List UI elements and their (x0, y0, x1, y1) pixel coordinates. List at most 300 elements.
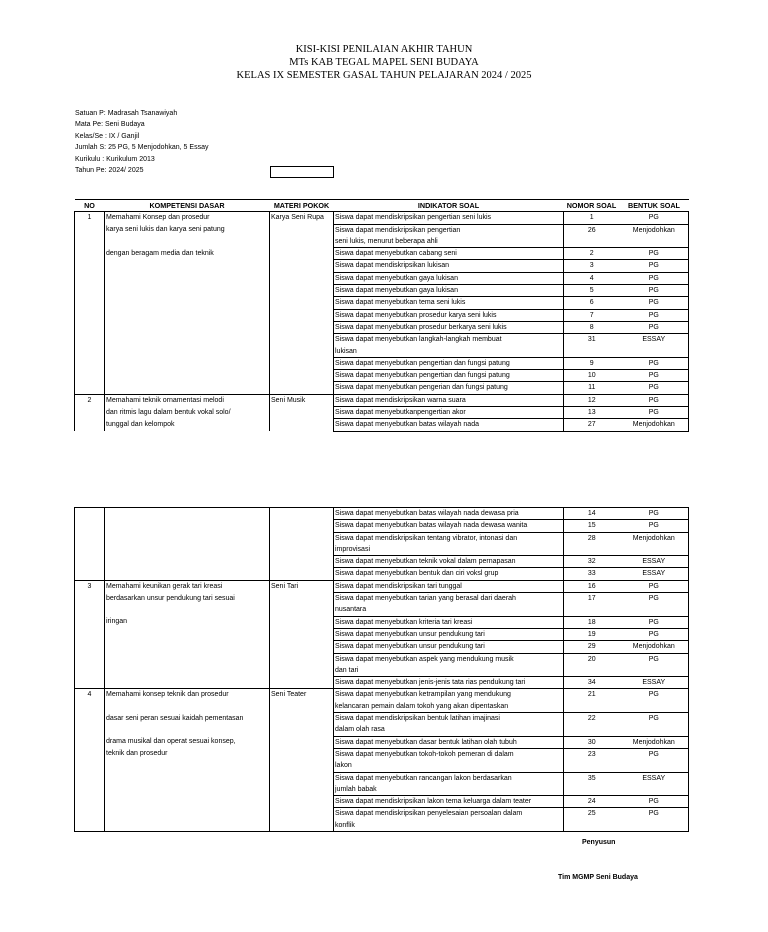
indikator-line: Siswa dapat menyebutkan batas wilayah nada dewasa wanita (335, 522, 528, 530)
cell-indikator-soal (334, 224, 564, 248)
cell-bentuk-soal: PG (620, 520, 689, 532)
indikator-line: Siswa dapat menyebutkan dasar bentuk latihan olah tubuh (335, 738, 517, 746)
table-row (75, 748, 689, 772)
cell-kompetensi-dasar: drama musikal dan operat sesuai konsep, (105, 736, 270, 748)
cell-kompetensi-dasar: tunggal dan kelompok (105, 419, 270, 431)
indikator-line: lukisan (335, 347, 357, 355)
table-row (75, 248, 689, 260)
cell-materi-pokok (270, 508, 334, 520)
document-title-line3: KELAS IX SEMESTER GASAL TAHUN PELAJARAN 2024 / 2025 (236, 70, 532, 81)
cell-bentuk-soal: PG (620, 285, 689, 297)
table-row (75, 616, 689, 628)
cell-nomor-soal: 25 (564, 808, 620, 832)
cell-bentuk-soal: PG (620, 212, 689, 224)
cell-no (75, 321, 105, 333)
cell-no (75, 520, 105, 532)
cell-no: 2 (75, 394, 105, 406)
cell-no (75, 713, 105, 737)
table-row (75, 689, 689, 713)
table-row (75, 212, 689, 224)
cell-kompetensi-dasar (105, 556, 270, 568)
indikator-line: Siswa dapat menyebutkan prosedur karya seni lukis (335, 311, 497, 319)
indikator-line: Siswa dapat menyebutkan rancangan lakon berdasarkan (335, 774, 512, 782)
table-row (75, 382, 689, 394)
table-row (75, 272, 689, 284)
cell-nomor-soal: 33 (564, 568, 620, 580)
cell-indikator-soal (334, 532, 564, 556)
cell-nomor-soal: 18 (564, 616, 620, 628)
cell-kompetensi-dasar: Memahami keunikan gerak tari kreasi (105, 580, 270, 592)
cell-indikator-soal (334, 212, 564, 224)
cell-no (75, 748, 105, 772)
indikator-line: Siswa dapat mendiskripsikan tari tunggal (335, 582, 462, 590)
table-row (75, 370, 689, 382)
cell-indikator-soal (334, 382, 564, 394)
cell-indikator-soal (334, 309, 564, 321)
cell-materi-pokok (270, 568, 334, 580)
cell-nomor-soal: 10 (564, 370, 620, 382)
meta-jumlah: Jumlah S: 25 PG, 5 Menjodohkan, 5 Essay (75, 144, 209, 152)
cell-indikator-soal (334, 357, 564, 369)
indikator-line: Siswa dapat mendiskripsikan lukisan (335, 262, 449, 270)
cell-kompetensi-dasar (105, 309, 270, 321)
cell-indikator-soal (334, 272, 564, 284)
cell-bentuk-soal: PG (620, 382, 689, 394)
cell-materi-pokok (270, 677, 334, 689)
cell-materi-pokok (270, 772, 334, 796)
cell-bentuk-soal: ESSAY (620, 568, 689, 580)
kisi-table-part2 (74, 507, 689, 832)
header-no: NO (75, 200, 105, 212)
table-row (75, 260, 689, 272)
cell-indikator-soal (334, 616, 564, 628)
cell-nomor-soal: 24 (564, 796, 620, 808)
cell-bentuk-soal: PG (620, 689, 689, 713)
cell-kompetensi-dasar (105, 297, 270, 309)
cell-no (75, 224, 105, 248)
cell-indikator-soal (334, 653, 564, 677)
cell-nomor-soal: 4 (564, 272, 620, 284)
cell-indikator-soal (334, 394, 564, 406)
cell-kompetensi-dasar: karya seni lukis dan karya seni patung (105, 224, 270, 248)
cell-materi-pokok: Karya Seni Rupa (270, 212, 334, 224)
cell-kompetensi-dasar (105, 357, 270, 369)
table-row (75, 593, 689, 617)
cell-kompetensi-dasar: berdasarkan unsur pendukung tari sesuai (105, 593, 270, 617)
cell-indikator-soal (334, 641, 564, 653)
cell-kompetensi-dasar: Memahami Konsep dan prosedur (105, 212, 270, 224)
cell-kompetensi-dasar (105, 653, 270, 677)
indikator-line: Siswa dapat menyebutkan jenis-jenis tata rias pendukung tari (335, 679, 526, 687)
indikator-line: jumlah babak (335, 785, 377, 793)
signature-name: Tim MGMP Seni Budaya (558, 874, 638, 881)
indikator-line: Siswa dapat menyebutkan tema seni lukis (335, 299, 466, 307)
cell-nomor-soal: 7 (564, 309, 620, 321)
cell-bentuk-soal: PG (620, 407, 689, 419)
header-kompetensi-dasar: KOMPETENSI DASAR (105, 200, 270, 212)
cell-materi-pokok (270, 334, 334, 358)
cell-indikator-soal (334, 568, 564, 580)
indikator-line: dan tari (335, 666, 359, 674)
table-row (75, 309, 689, 321)
cell-kompetensi-dasar: Memahami konsep teknik dan prosedur (105, 689, 270, 713)
cell-kompetensi-dasar: dan ritmis lagu dalam bentuk vokal solo/ (105, 407, 270, 419)
cell-no (75, 556, 105, 568)
cell-indikator-soal (334, 593, 564, 617)
indikator-line: Siswa dapat menyebutkan pengertian dan fungsi patung (335, 372, 510, 380)
cell-kompetensi-dasar (105, 808, 270, 832)
cell-nomor-soal: 6 (564, 297, 620, 309)
indikator-line: Siswa dapat menyebutkan ketrampilan yang mendukung (335, 691, 511, 699)
indikator-line: Siswa dapat mendiskripsikan tentang vibrator, intonasi dan (335, 534, 518, 542)
cell-kompetensi-dasar (105, 568, 270, 580)
header-nomor-soal: NOMOR SOAL (564, 200, 620, 212)
cell-nomor-soal: 16 (564, 580, 620, 592)
table-row (75, 297, 689, 309)
cell-bentuk-soal: PG (620, 748, 689, 772)
cell-nomor-soal: 31 (564, 334, 620, 358)
cell-indikator-soal (334, 260, 564, 272)
table-row (75, 357, 689, 369)
cell-materi-pokok (270, 272, 334, 284)
indikator-line: Siswa dapat menyebutkan aspek yang mendukung musik (335, 655, 514, 663)
header-materi-pokok: MATERI POKOK (270, 200, 334, 212)
cell-bentuk-soal: PG (620, 370, 689, 382)
cell-bentuk-soal: Menjodohkan (620, 532, 689, 556)
empty-box (270, 166, 334, 178)
cell-materi-pokok (270, 260, 334, 272)
meta-mapel: Mata Pe: Seni Budaya (75, 121, 145, 129)
cell-kompetensi-dasar (105, 272, 270, 284)
cell-indikator-soal (334, 508, 564, 520)
cell-nomor-soal: 32 (564, 556, 620, 568)
document-title-line2: MTs KAB TEGAL MAPEL SENI BUDAYA (289, 57, 479, 68)
cell-materi-pokok (270, 796, 334, 808)
indikator-line: Siswa dapat menyebutkanpengertian akor (335, 409, 466, 417)
cell-indikator-soal (334, 285, 564, 297)
cell-indikator-soal (334, 808, 564, 832)
cell-bentuk-soal: ESSAY (620, 677, 689, 689)
indikator-line: Siswa dapat menyebutkan tokoh-tokoh pemeran di dalam (335, 750, 514, 758)
cell-kompetensi-dasar (105, 508, 270, 520)
cell-no (75, 272, 105, 284)
cell-materi-pokok (270, 309, 334, 321)
cell-materi-pokok (270, 224, 334, 248)
cell-indikator-soal (334, 321, 564, 333)
cell-kompetensi-dasar: Memahami teknik ornamentasi melodi (105, 394, 270, 406)
indikator-line: Siswa dapat mendiskripsikan pengertian (335, 226, 461, 234)
cell-bentuk-soal: PG (620, 260, 689, 272)
cell-kompetensi-dasar (105, 260, 270, 272)
cell-materi-pokok (270, 382, 334, 394)
cell-materi-pokok (270, 593, 334, 617)
table-row (75, 407, 689, 419)
indikator-line: improvisasi (335, 545, 371, 553)
cell-bentuk-soal: PG (620, 580, 689, 592)
cell-no: 1 (75, 212, 105, 224)
cell-no (75, 419, 105, 431)
cell-bentuk-soal: Menjodohkan (620, 419, 689, 431)
cell-no (75, 593, 105, 617)
cell-bentuk-soal: ESSAY (620, 556, 689, 568)
cell-no (75, 370, 105, 382)
indikator-line: Siswa dapat menyebutkan unsur pendukung tari (335, 643, 485, 651)
cell-materi-pokok (270, 532, 334, 556)
cell-nomor-soal: 22 (564, 713, 620, 737)
cell-nomor-soal: 23 (564, 748, 620, 772)
table-row (75, 419, 689, 431)
table-row (75, 520, 689, 532)
cell-kompetensi-dasar (105, 285, 270, 297)
cell-materi-pokok (270, 520, 334, 532)
indikator-line: Siswa dapat menyebutkan gaya lukisan (335, 274, 458, 282)
cell-materi-pokok (270, 248, 334, 260)
table-row (75, 532, 689, 556)
cell-kompetensi-dasar: iringan (105, 616, 270, 628)
cell-nomor-soal: 28 (564, 532, 620, 556)
indikator-line: Siswa dapat menyebutkan batas wilayah nada dewasa pria (335, 510, 519, 517)
cell-nomor-soal: 26 (564, 224, 620, 248)
cell-indikator-soal (334, 713, 564, 737)
cell-no (75, 382, 105, 394)
cell-no: 4 (75, 689, 105, 713)
table-row (75, 394, 689, 406)
cell-no (75, 772, 105, 796)
indikator-line: Siswa dapat menyebutkan unsur pendukung tari (335, 630, 485, 638)
cell-nomor-soal: 20 (564, 653, 620, 677)
cell-indikator-soal (334, 796, 564, 808)
cell-bentuk-soal: Menjodohkan (620, 224, 689, 248)
table-row (75, 772, 689, 796)
cell-materi-pokok (270, 713, 334, 737)
cell-nomor-soal: 19 (564, 628, 620, 640)
cell-bentuk-soal: PG (620, 796, 689, 808)
cell-bentuk-soal: PG (620, 297, 689, 309)
cell-bentuk-soal: PG (620, 394, 689, 406)
cell-bentuk-soal: ESSAY (620, 772, 689, 796)
table-row (75, 736, 689, 748)
kisi-table-part1 (74, 199, 689, 432)
cell-bentuk-soal: PG (620, 616, 689, 628)
indikator-line: Siswa dapat menyebutkan teknik vokal dalam pernapasan (335, 558, 516, 566)
cell-materi-pokok (270, 736, 334, 748)
cell-no (75, 407, 105, 419)
meta-kelas: Kelas/Se : IX / Ganjil (75, 132, 140, 140)
cell-indikator-soal (334, 689, 564, 713)
cell-no (75, 653, 105, 677)
cell-materi-pokok (270, 653, 334, 677)
cell-materi-pokok (270, 297, 334, 309)
cell-nomor-soal: 29 (564, 641, 620, 653)
cell-kompetensi-dasar (105, 321, 270, 333)
cell-kompetensi-dasar (105, 334, 270, 358)
table-row (75, 334, 689, 358)
cell-nomor-soal: 30 (564, 736, 620, 748)
cell-bentuk-soal: ESSAY (620, 334, 689, 358)
cell-materi-pokok (270, 419, 334, 431)
indikator-line: Siswa dapat menyebutkan prosedur berkarya seni lukis (335, 323, 507, 331)
cell-materi-pokok (270, 808, 334, 832)
cell-bentuk-soal: PG (620, 272, 689, 284)
document-title-line1: KISI-KISI PENILAIAN AKHIR TAHUN (295, 44, 473, 55)
cell-indikator-soal (334, 419, 564, 431)
cell-nomor-soal: 13 (564, 407, 620, 419)
cell-no: 3 (75, 580, 105, 592)
cell-no (75, 677, 105, 689)
indikator-line: Siswa dapat mendiskripsikan penyelesaian persoalan dalam (335, 810, 523, 818)
table-row (75, 796, 689, 808)
cell-no (75, 260, 105, 272)
cell-kompetensi-dasar (105, 677, 270, 689)
cell-nomor-soal: 34 (564, 677, 620, 689)
table-row (75, 556, 689, 568)
cell-nomor-soal: 12 (564, 394, 620, 406)
table-row (75, 580, 689, 592)
indikator-line: Siswa dapat menyebutkan batas wilayah nada (335, 421, 479, 429)
cell-materi-pokok: Seni Musik (270, 394, 334, 406)
indikator-line: Siswa dapat mendiskripsikan bentuk latihan imajinasi (335, 715, 500, 723)
cell-nomor-soal: 9 (564, 357, 620, 369)
cell-nomor-soal: 27 (564, 419, 620, 431)
cell-kompetensi-dasar (105, 772, 270, 796)
cell-bentuk-soal: PG (620, 628, 689, 640)
indikator-line: Siswa dapat mendiskripsikan lakon tema keluarga dalam teater (335, 798, 532, 806)
cell-materi-pokok (270, 556, 334, 568)
cell-materi-pokok (270, 628, 334, 640)
cell-nomor-soal: 21 (564, 689, 620, 713)
table-row (75, 653, 689, 677)
indikator-line: Siswa dapat mendiskripsikan pengertian seni lukis (335, 214, 492, 222)
cell-materi-pokok: Seni Teater (270, 689, 334, 713)
signature-label: Penyusun (582, 839, 616, 846)
cell-bentuk-soal: PG (620, 713, 689, 737)
cell-no (75, 285, 105, 297)
cell-bentuk-soal: PG (620, 653, 689, 677)
cell-kompetensi-dasar: dasar seni peran sesuai kaidah pementasan (105, 713, 270, 737)
table-row (75, 628, 689, 640)
indikator-line: Siswa dapat menyebutkan tarian yang berasal dari daerah (335, 595, 516, 603)
cell-kompetensi-dasar (105, 641, 270, 653)
cell-no (75, 334, 105, 358)
cell-bentuk-soal: PG (620, 357, 689, 369)
cell-materi-pokok (270, 616, 334, 628)
meta-kurikulum: Kurikulu : Kurikulum 2013 (75, 155, 155, 163)
cell-materi-pokok (270, 370, 334, 382)
cell-indikator-soal (334, 677, 564, 689)
cell-bentuk-soal: PG (620, 808, 689, 832)
cell-bentuk-soal: PG (620, 321, 689, 333)
cell-indikator-soal (334, 334, 564, 358)
cell-no (75, 808, 105, 832)
cell-nomor-soal: 14 (564, 508, 620, 520)
indikator-line: Siswa dapat menyebutkan bentuk dan ciri voksl grup (335, 570, 499, 578)
cell-indikator-soal (334, 628, 564, 640)
table-row (75, 568, 689, 580)
cell-no (75, 641, 105, 653)
indikator-line: nusantara (335, 606, 367, 614)
cell-bentuk-soal: Menjodohkan (620, 641, 689, 653)
cell-kompetensi-dasar (105, 628, 270, 640)
cell-nomor-soal: 11 (564, 382, 620, 394)
cell-no (75, 508, 105, 520)
cell-indikator-soal (334, 556, 564, 568)
indikator-line: Siswa dapat menyebutkan pengerian dan fungsi patung (335, 384, 508, 392)
table-row (75, 508, 689, 520)
cell-indikator-soal (334, 520, 564, 532)
cell-nomor-soal: 35 (564, 772, 620, 796)
cell-nomor-soal: 3 (564, 260, 620, 272)
cell-kompetensi-dasar (105, 532, 270, 556)
indikator-line: konflik (335, 821, 355, 829)
cell-bentuk-soal: PG (620, 309, 689, 321)
cell-nomor-soal: 17 (564, 593, 620, 617)
cell-indikator-soal (334, 297, 564, 309)
cell-kompetensi-dasar (105, 520, 270, 532)
cell-indikator-soal (334, 748, 564, 772)
cell-nomor-soal: 8 (564, 321, 620, 333)
table-row (75, 224, 689, 248)
cell-materi-pokok (270, 407, 334, 419)
cell-nomor-soal: 15 (564, 520, 620, 532)
cell-no (75, 616, 105, 628)
cell-bentuk-soal: PG (620, 248, 689, 260)
cell-indikator-soal (334, 580, 564, 592)
indikator-line: Siswa dapat menyebutkan pengertian dan fungsi patung (335, 359, 510, 367)
cell-no (75, 297, 105, 309)
cell-no (75, 532, 105, 556)
header-indikator-soal: INDIKATOR SOAL (334, 200, 564, 212)
header-bentuk-soal: BENTUK SOAL (620, 200, 689, 212)
cell-bentuk-soal: Menjodohkan (620, 736, 689, 748)
table-row (75, 808, 689, 832)
cell-materi-pokok (270, 641, 334, 653)
cell-kompetensi-dasar (105, 370, 270, 382)
indikator-line: Siswa dapat mendiskripsikan warna suara (335, 396, 466, 404)
indikator-line: Siswa dapat menyebutkan kriteria tari kreasi (335, 618, 473, 626)
cell-nomor-soal: 5 (564, 285, 620, 297)
table-row (75, 713, 689, 737)
cell-indikator-soal (334, 407, 564, 419)
cell-materi-pokok (270, 748, 334, 772)
indikator-line: Siswa dapat menyebutkan langkah-langkah membuat (335, 336, 502, 344)
cell-no (75, 736, 105, 748)
cell-nomor-soal: 2 (564, 248, 620, 260)
meta-info (75, 108, 208, 176)
cell-no (75, 796, 105, 808)
table-row (75, 641, 689, 653)
cell-no (75, 248, 105, 260)
cell-indikator-soal (334, 736, 564, 748)
cell-materi-pokok (270, 357, 334, 369)
cell-no (75, 357, 105, 369)
cell-no (75, 568, 105, 580)
table-header-row (75, 200, 689, 212)
table-row (75, 285, 689, 297)
meta-satuan: Satuan P: Madrasah Tsanawiyah (75, 110, 178, 117)
indikator-line: dalam olah rasa (335, 726, 385, 734)
cell-materi-pokok: Seni Tari (270, 580, 334, 592)
table-row (75, 321, 689, 333)
cell-kompetensi-dasar (105, 796, 270, 808)
indikator-line: Siswa dapat menyebutkan gaya lukisan (335, 287, 458, 295)
cell-indikator-soal (334, 772, 564, 796)
cell-kompetensi-dasar: teknik dan prosedur (105, 748, 270, 772)
indikator-line: lakon (335, 762, 352, 770)
cell-indikator-soal (334, 248, 564, 260)
cell-kompetensi-dasar (105, 382, 270, 394)
indikator-line: kelancaran pemain dalam tokoh yang akan dipentaskan (335, 702, 509, 710)
cell-materi-pokok (270, 285, 334, 297)
